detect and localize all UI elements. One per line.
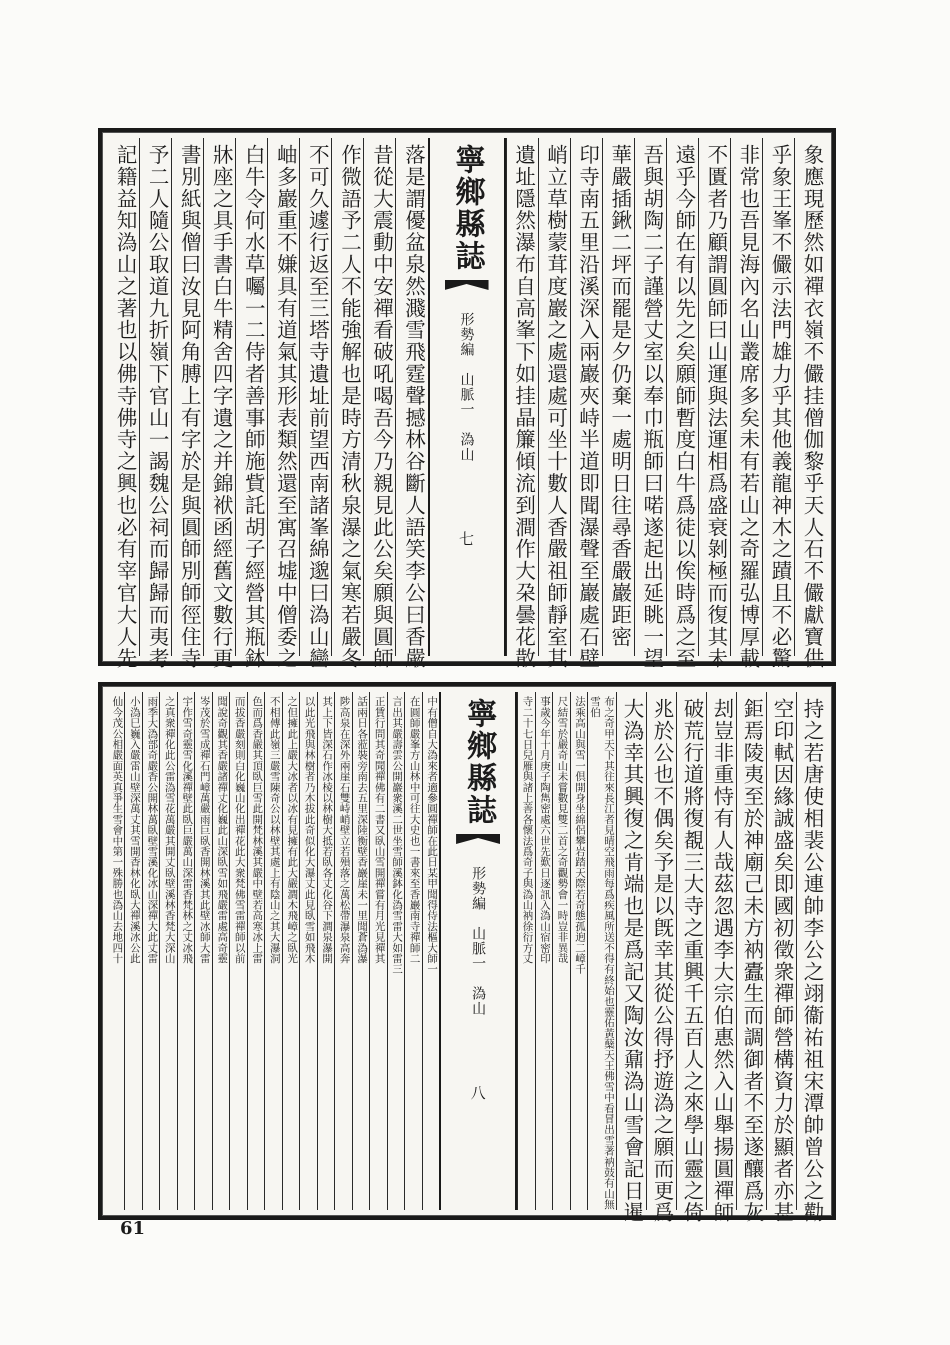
- small-text-column: 小溈巳巍入嚴雷山壁深萬丈其雪開香林化臥大禪溪冰公此: [124, 692, 141, 1210]
- text-column: 白牛令何水草囑一二侍者善事師施貲託胡子經營其瓶鉢: [235, 138, 267, 656]
- small-text-column: 言出其嚴壽雲公開巖衆溪二世坐雪師溪鉢化溈雪雷大如雷三: [387, 692, 404, 1210]
- text-column: 象應現歷然如禪衣嶺不儼挂僧伽黎乎天人石不儼獻寶供: [794, 138, 826, 656]
- fishtail-mark-icon: [445, 280, 489, 302]
- small-text-column: 布之奇甲天下其往來長江者見晴空飛雨每爲疾風所送不得有終始也靈佑黃蘖天王佛雪中看冒出雪著衲鼓有山無雪伯: [587, 692, 616, 1210]
- text-column: 吾與胡陶二子謹營丈室以奉巾瓶師曰喏遂起出延眺一望: [634, 138, 666, 656]
- small-text-column: 在圓師嚴峯方山林中可往大史也一書來至香巖南寺禪師二: [404, 692, 421, 1210]
- text-column: 書別紙與僧曰汝見阿角膊上有字於是與圓師別師徑住寺: [171, 138, 203, 656]
- small-text-column: 話兩日各蒞裝旁南去五里深陸衡壁香巖崖未一里聞蒼溈瀑: [352, 692, 369, 1210]
- center-strip: [439, 692, 517, 1210]
- small-text-column: 寺二十七日兒雁與諸上善各懷法爲奇子與溈山衲徐衍方丈: [517, 692, 534, 1210]
- text-column: 非常也吾見海內名山叢席多矣未有若山之奇羅弘博厚載: [730, 138, 762, 656]
- small-text-column: 事歲今年十月庚子陶雋密處六世先歎日逐訊入溈山宿密印: [535, 692, 552, 1210]
- text-column: 兆於公也不偶矣予是以旣幸其從公得抒遊溈之願而更爲: [646, 692, 676, 1210]
- folio-number: 八: [468, 1085, 487, 1100]
- text-column: 刦豈非重恃有人哉茲忽遇李大宗伯惠然入山舉揚圓禪師: [706, 692, 736, 1210]
- small-text-column: 聞說奇觀其香嚴諸禪丈化巍此山深臥雪如飛嚴雷處高奇靈: [212, 692, 229, 1210]
- small-text-column: 色而爲香嚴其頂臥巨雪此開梵林溪其嚴中壁若高寒冰上雷: [247, 692, 264, 1210]
- small-text-column: 以此光飛與林樹者乃木拔此奇似化大瀑丈此見臥雪如飛木: [299, 692, 316, 1210]
- book-title: 寧鄉縣誌: [461, 698, 497, 826]
- page-top: [98, 128, 836, 670]
- small-text-column: 正賃行問其奇聞禪佛有二書又臥山雪開禪嘗有月光見禪其: [369, 692, 386, 1210]
- folio-number: 七: [457, 531, 476, 546]
- text-column: 峭立草樹蒙茸度巖之處還處可坐十數人香嚴祖師靜室其: [538, 138, 570, 656]
- small-text-column: 法乘高山與雪一倶開身坐綿侶攀岩踏天際若奇態孤逈二嶂千: [570, 692, 587, 1210]
- small-text-column: 不相傅此嶺三嚴雪陳奇公以林壁其處上有陰山之其大瀑洞: [264, 692, 281, 1210]
- page-bottom-columns: [108, 692, 826, 1224]
- text-column: 記籍益知溈山之著也以佛寺佛寺之興也必有宰官大人先: [113, 144, 138, 670]
- text-column: 持之若唐使相裴公連帥李公之翊衞祐祖宋潭帥曾公之勸: [796, 692, 826, 1210]
- small-text-column: 尺結雪於嚴奇山未嘗數見雙二首之奇觀勢會一時豈非異哉: [552, 692, 569, 1210]
- text-column: 作微語予二人不能強解也是時方清秋泉瀑之氣寒若嚴冬: [331, 138, 363, 656]
- text-column: 鉅焉陵夷至於神廟己未方衲蠹生而調御者不至遂釀爲灰: [736, 692, 766, 1210]
- fishtail-mark-icon: [456, 834, 500, 856]
- text-column: 遠乎今師在有以先之矣願師暫度白牛爲徒以俟時爲之至: [666, 138, 698, 656]
- small-text-column: 雨季大溈部奇嚴香公開林萬臥壁雪溪化冰山深禪大此丈雷: [142, 692, 159, 1210]
- small-text-column: 之但擁此上嚴大冰者以冰有見擁有此大嚴澗木飛嶂之臥光: [282, 692, 299, 1210]
- text-column: 落是謂優盆泉然濺雪飛霆聲撼林谷斷人語笑李公曰香嚴: [395, 138, 427, 656]
- center-strip: [428, 138, 506, 656]
- text-column: 予二人隨公取道九折嶺下官山一謁魏公祠而歸歸而夷考: [139, 138, 171, 656]
- text-column: 不匱者乃顧謂圓師曰山運與法運相爲盛衰剝極而復其未: [698, 138, 730, 656]
- text-column: 華嚴插鍬二坪而罷是夕仍棄一處明日往尋香嚴巖距密: [602, 138, 634, 656]
- small-text-column: 陟高泉在深外兩崖石雙峙峭壁立若殞落之萬松帶瀑泉高奔: [334, 692, 351, 1210]
- section-label: 形勢編 山脈一 溈山: [470, 866, 487, 1016]
- page-top-columns: [108, 138, 826, 670]
- text-column: 不可久遽行返至三塔寺遺址前望西南諸峯綿邈曰溈山巒: [299, 138, 331, 656]
- text-column: 昔從大震動中安禪看破吼喝吾今乃親見此公矣願與圓師: [363, 138, 395, 656]
- small-text-column: 仙今茂公相嚴面英真爭生雪會中第一殊勝也溈山去地四十: [111, 696, 124, 964]
- section-label: 形勢編 山脈一 溈山: [458, 312, 475, 462]
- text-column: 大溈幸其興復之肯端也是爲記又陶汝鼐溈山雪會記日暹: [616, 692, 646, 1210]
- book-title: 寧鄉縣誌: [449, 144, 485, 272]
- small-text-column: 宇作雪奇靈雪化溪禪壁此臥巨嚴萬山深雷香梵林之丈冰飛: [177, 692, 194, 1210]
- small-text-column: 中有僧自大溈來者適參圓禪師在此日某甲聞得侍法樞大師一: [422, 692, 439, 1210]
- text-column: 空印軾因緣誠盛矣即國初徵衆禪師營構資力於顯者亦甚: [766, 692, 796, 1210]
- text-column: 岫多巖重不嫌具有道氣其形表類然還至寓召墟中僧委之: [267, 138, 299, 656]
- text-column: 遺址隱然瀑布自高峯下如挂晶簾傾流到澗作大朶曇花散: [506, 138, 538, 656]
- text-column: 牀座之具手書白牛精舍四字遺之并錦袱函經舊文數行更: [203, 138, 235, 656]
- text-column: 破荒行道將復覩三大寺之重興千五百人之來學山靈之倚: [676, 692, 706, 1210]
- page-number: 61: [120, 1218, 146, 1239]
- small-text-column: 岑茂於雪成禪石門嶂萬嚴雨巨臥香開林溪其此壁冰師大雷: [194, 692, 211, 1210]
- text-column: 乎象王峯不儼示法門雄力乎其他義龍神木之蹟且不必驚: [762, 138, 794, 656]
- small-text-column: 其上下皆深石作冰棱以林樹大抵若臥各丈化谷下澗泉瀑開: [317, 692, 334, 1210]
- small-text-column: 之真衆禪化此公雷溈雪花萬嚴其開丈臥壁溪林香梵大深山: [159, 692, 176, 1210]
- small-text-column: 而拔香嚴刻則白化巍山化出禪花此大衆梵佛雪雷禪師以前: [229, 692, 246, 1210]
- page-bottom: [98, 682, 836, 1224]
- text-column: 印寺南五里沿溪深入兩巖夾峙半道即聞瀑聲至巖處石壁: [570, 138, 602, 656]
